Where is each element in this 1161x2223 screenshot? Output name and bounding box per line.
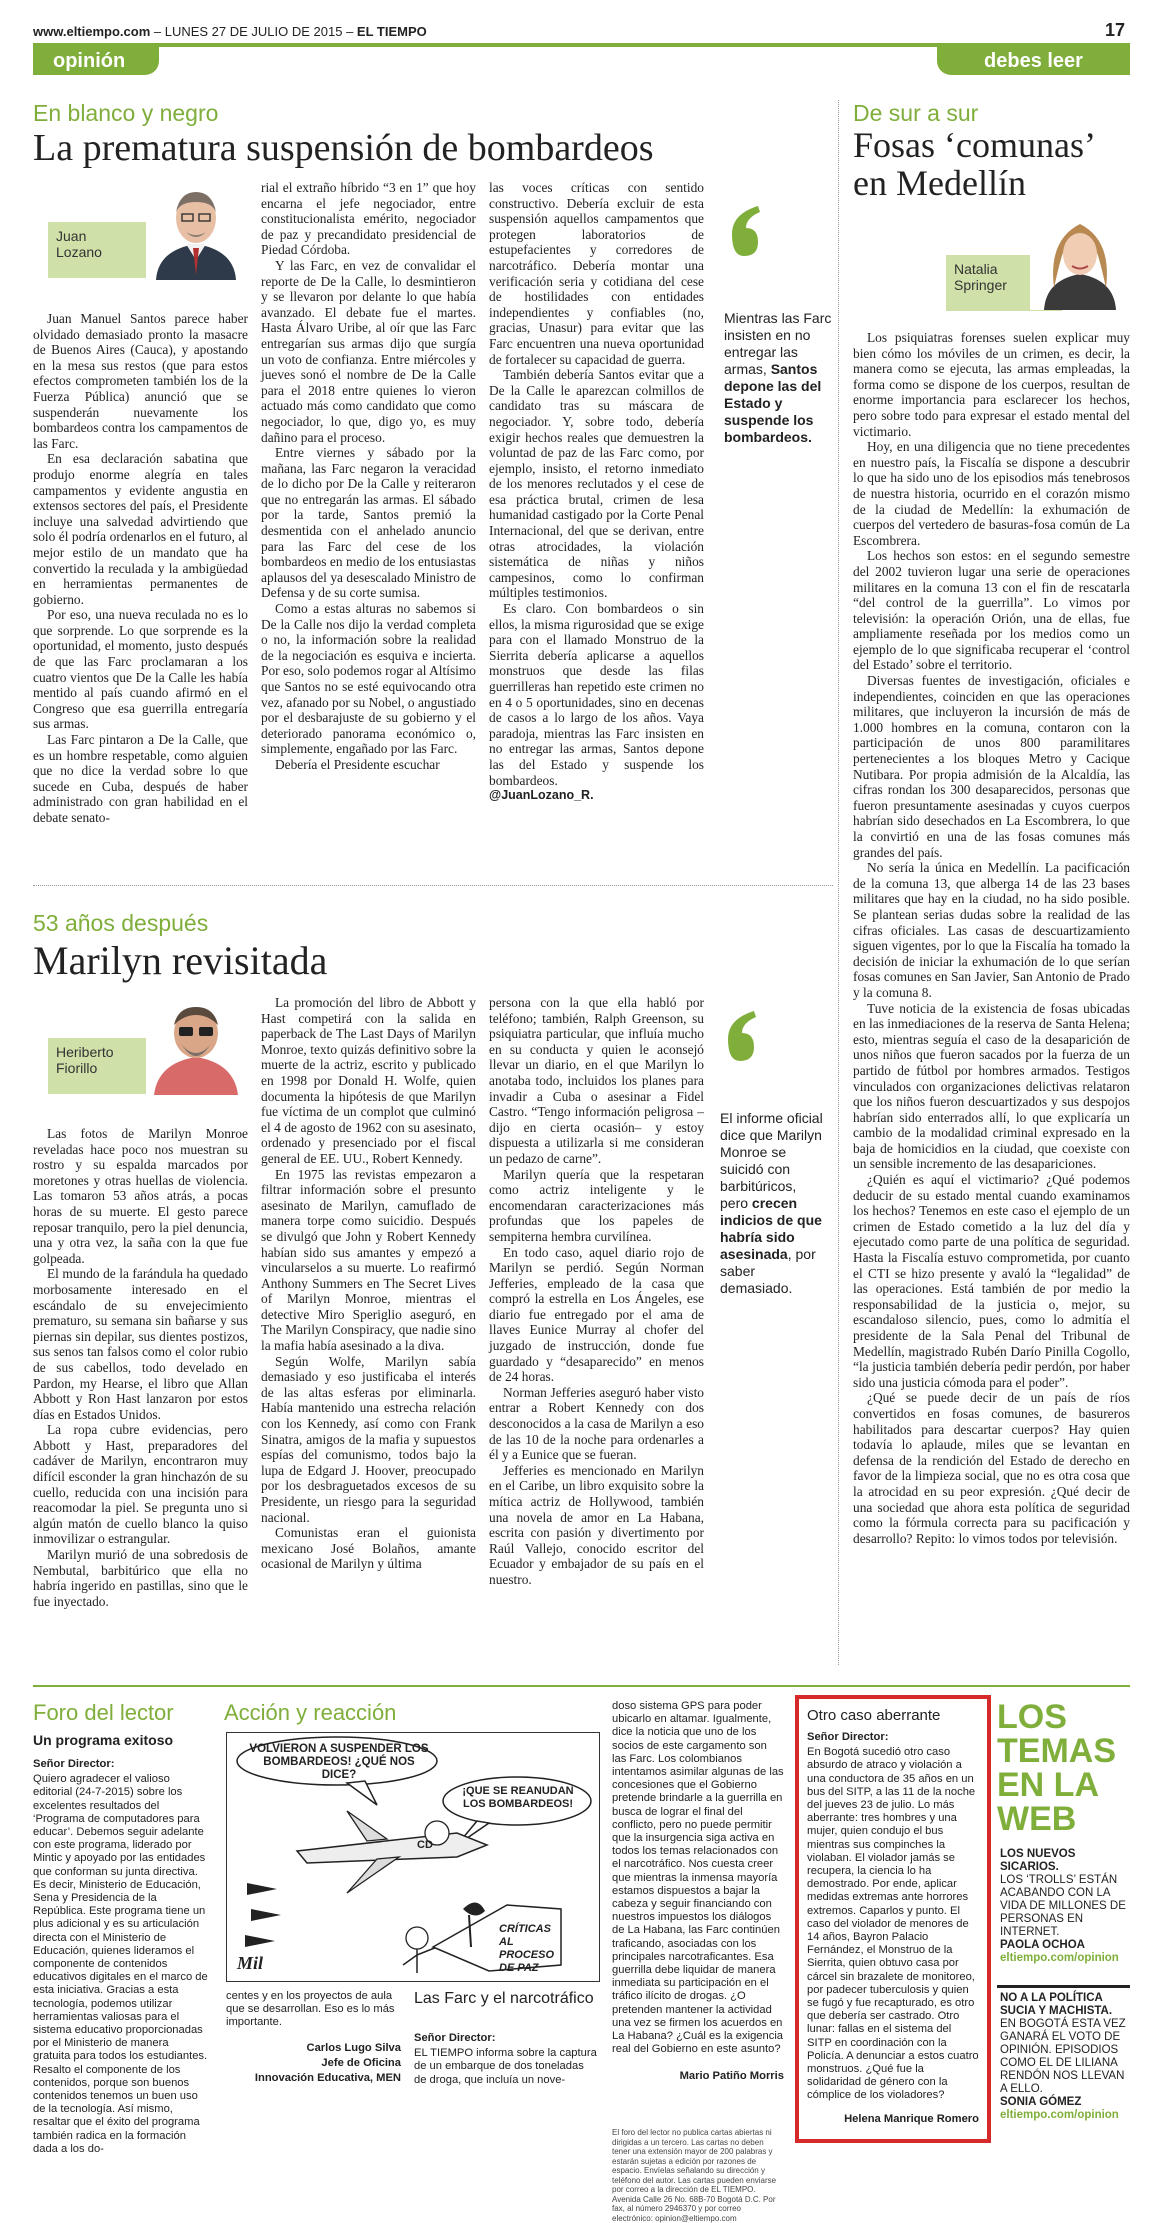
- paragraph: Y las Farc, en vez de convalidar el reporte de De la Calle, lo desmintieron y se llevaron por delante lo que había avanzado. El debate fue el martes. Hasta Álvaro Uribe, al oír que las Farc entregarían sus armas dijo que surgía un voto de confianza. Entre miércoles y jueves sonó el nombre de De la Calle para el 2018 entre quienes lo vieron actuado más como candidato que como negociador, lo que, digo yo, es muy dañino para el proceso.: [261, 257, 476, 445]
- paragraph: Es claro. Con bombardeos o sin ellos, la misma rigurosidad que se exige para con el llamado Monstruo de la Sierrita debería aplicarse a aquellos monstruos que desde las filas guerrilleras han repetido este crimen no en 4 o 5 oportunidades, sino en decenas de casos a lo largo de los años. Vaya paradoja, mientras las Farc insisten en no entregar las armas, Santos depone las del Estado y suspende los bombardeos.: [489, 601, 704, 788]
- otro-caso-letter: [807, 1731, 979, 2128]
- author-last-name: Lozano: [56, 244, 102, 260]
- paragraph: Los hechos son estos: en el segundo semestre del 2002 tuvieron lugar una serie de operaciones militares en la comuna 13 con el fin de rescatarla “del control de la guerrilla”. Lo vimos por televisión: la operación Orión, una de ellas, fue ampliamente reseñada por los medios como un ejemplo de lo que significaba recuperar el ‘control del Estado’ sobre el territorio.: [853, 548, 1130, 673]
- title-line: Fosas ‘comunas’: [853, 125, 1096, 165]
- web-headline: LOS TEMAS EN LA WEB: [997, 1698, 1116, 1838]
- article1-column-1: [33, 311, 248, 826]
- web-item-author: PAOLA OCHOA: [1000, 1939, 1085, 1951]
- paragraph: La ropa cubre evidencias, pero Abbott y Hast, preparadores del cadáver de Marilyn, encontraron muy difícil esconder la gran hinchazón de su cuello, reducida con una incisión para reacomodar la piel. Se pregunta uno si algún matón de cuello blanco la quiso inmovilizar o estrangular.: [33, 1422, 248, 1547]
- web-item-text: LOS ‘TROLLS’ ESTÁN ACABANDO CON LA VIDA DE MILLONES DE PERSONAS EN INTERNET.: [1000, 1874, 1126, 1938]
- article2-title: Marilyn revisitada: [33, 938, 328, 983]
- letter-body: doso sistema GPS para poder ubicarlo en altamar. Igualmente, dice la noticia que uno de los socios de este cargamento son las Farc. Los colombianos intentamos asimilar algunas de las concesiones que el Gobierno pretende brindarle a la guerrilla en busca de lograr el final del conflicto, pero no puede permitir que la insurgencia siga activa en todos los temas relacionados con el narcotráfico. Nos cuesta creer que mientras la inmensa mayoría estamos dispuestos a bajar la cabeza y seguir financiando con nuestros impuestos los diálogos de La Habana, las Farc continúen traficando, asociadas con los principales narcotraficantes. Esa guerrilla debe liquidar de manera inmediata su participación en el tráfico ilícito de drogas. ¿O pretenden mantener la actividad una vez se firmen los acuerdos en La Habana? ¿Cuál es la exigencia real del Gobierno en este asunto?: [612, 1700, 784, 2056]
- paragraph: Como a estas alturas no sabemos si De la Calle nos dijo la verdad completa o no, la información sobre la realidad de la negociación es esquiva e incierta. Por eso, solo podemos rogar al Altísimo que Santos no se esté equivocando otra vez, afanado por su Nobel, o angustiado por el desbarajuste de su gobierno y el deteriorado panorama económico o, simplemente, engañado por las Farc.: [261, 601, 476, 757]
- author-photo-juan-lozano: [146, 180, 246, 280]
- paragraph: Comunistas eran el guionista mexicano José Bolaños, amante ocasional de Marilyn y última: [261, 1525, 476, 1572]
- section-tab-debes-leer[interactable]: debes leer: [937, 47, 1130, 75]
- paragraph: Entre viernes y sábado por la mañana, las Farc negaron la veracidad de lo dicho por De la Calle y reiteraron que no entregarán las armas. El sábado por la tarde, Santos premió la desmentida con el anhelado anuncio para las Farc del cese de los bombardeos en medio de los entusiastas aplausos del ya desescalado Ministro de Defensa y de su corte sumisa.: [261, 445, 476, 601]
- author-first-name: Juan: [56, 228, 87, 244]
- bottom-section-rule: [33, 1685, 1130, 1687]
- footer-note: El foro del lector no publica cartas abiertas ni dirigidas a un tercero. Las cartas no deben tener una extensión mayor de 200 palabras y estarán sujetas a edición por razones de espacio. Envíelas señalando su dirección y teléfono del autor. Las cartas pueden enviarse por correo a la dirección de EL TIEMPO. Avenida Calle 26 No. 68B-70 Bogotá D.C. Por fax, al número 2946370 y por correo electrónico: opinion@eltiempo.com: [612, 2128, 777, 2223]
- paragraph: La promoción del libro de Abbott y Hast competirá con la salida en paperback de The Last Days of Marilyn Monroe, texto quizás definitivo sobre la muerte de la actriz, escrito y publicado en 1998 por Donald H. Wolfe, quien documenta la hipótesis de que Marilyn fue víctima de un complot que culminó el 4 de agosto de 1962 con su asesinato, ordenado y presenciado por el fiscal general de EE. UU., Robert Kennedy.: [261, 995, 476, 1166]
- speech-bubble-1: VOLVIERON A SUSPENDER LOS BOMBARDEOS! ¿QUÉ NOS DICE?: [249, 1743, 429, 1781]
- dateline-date: – LUNES 27 DE JULIO DE 2015 –: [150, 24, 357, 39]
- paragraph: Las Farc pintaron a De la Calle, que es un hombre respetable, como alguien que no dice la verdad sobre lo que sucede en Cuba, después de haber administrado con gran habilidad en el debate senato-: [33, 732, 248, 825]
- salutation: Señor Director:: [33, 1758, 115, 1770]
- speech-bubble-2: ¡QUE SE REANUDAN LOS BOMBARDEOS!: [462, 1785, 574, 1810]
- paragraph: En todo caso, aquel diario rojo de Marilyn se perdió. Según Norman Jefferies, empleado de la casa que compró la estrella en Los Ángeles, ese diario fue entregado por el ama de llaves Eunice Murray al chofer del juzgado de instrucción, donde fue guardado y “desaparecido” en menos de 24 horas.: [489, 1244, 704, 1385]
- letter2-title: Las Farc y el narcotráfico: [414, 1990, 594, 2007]
- plane-label: CD: [417, 1839, 433, 1851]
- paragraph: persona con la que ella habló por teléfono; también, Ralph Greenson, su psiquiatra particular, que influía mucho en su conducta y quien le aconsejó llevar un diario, en el que Marilyn lo anotaba todo, incluidos los planes para invadir a Cuba o asesinar a Fidel Castro. “Tengo información peligrosa –dijo en cierta ocasión– y estoy dispuesta a utilizarla si me consideran un pedazo de carne”.: [489, 995, 704, 1166]
- author-last-name: Fiorillo: [56, 1060, 98, 1076]
- author-first-name: Natalia: [954, 261, 998, 277]
- article1-pullquote: Mientras las Farc insisten en no entregar las armas, Santos depone las del Estado y suspende los bombardeos.: [724, 310, 832, 445]
- paragraph: rial el extraño híbrido “3 en 1” que hoy encarna el jefe negociador, entre constitucionalista emérito, negociador de paz y precandidato presidencial de Piedad Córdoba.: [261, 180, 476, 258]
- cartoon-sign: CRÍTICAS AL PROCESO DE PAZ: [499, 1923, 555, 1974]
- header-dateline: [33, 24, 427, 39]
- web-item-heading: NO A LA POLÍTICA SUCIA Y MACHISTA.: [1000, 1992, 1113, 2017]
- letter2: [414, 2032, 599, 2089]
- paragraph: Norman Jefferies aseguró haber visto entrar a Robert Kennedy con dos desconocidos a la casa de Marilyn a eso de las 10 de la noche para ordenarles a él y a Eunice que se fueran.: [489, 1384, 704, 1463]
- paragraph: Juan Manuel Santos parece haber olvidado demasiado pronto la masacre de Buenos Aires (Cauca), y apostando en la mesa sus restos (que para estos efectos comprometen también los de la Fuerza Pública) anunció que se suspenderán nuevamente los bombardeos contra los campamentos de las Farc.: [33, 311, 248, 451]
- column-divider: [838, 100, 839, 1665]
- paragraph: Hoy, en una diligencia que no tiene precedentes en nuestro país, la Fiscalía se dispone a descubrir lo que ha sido uno de los episodios más tenebrosos de nuestra historia, ocurrido en el corazón mismo de la ciudad de Medellín: la exhumación de cuerpos del vertedero de basuras-fosa común de La Escombrera.: [853, 439, 1130, 548]
- otro-caso-title: Otro caso aberrante: [807, 1707, 941, 1724]
- letter-body: Quiero agradecer el valioso editorial (24-7-2015) sobre los excelentes resultados del ‘Programa de computadores para educar’. Debemos seguir adelante con este programa, liderado por Mintic y apoyado por las entidades que conforman su junta directiva. Es decir, Ministerio de Educación, Sena y Presidencia de la República. Este programa tiene un plus adicional y es su articulación directa con el Ministerio de Educación, quienes lideramos el componente de contenidos educativos digitales en el marco de esta iniciativa. Gracias a esta tecnología, podemos utilizar herramientas valiosas para el sistema educativo proporcionadas por el Ministerio de manera gratuita para todos los estudiantes. Resalto el componente de los contenidos, porque son buenos contenidos tenemos un buen uso de la tecnología. Así mismo, resaltar que el éxito del programa también radica en la formación dada a los do-: [33, 1773, 208, 2155]
- foro-subtitle: Un programa exitoso: [33, 1732, 174, 1748]
- quote-icon: [724, 200, 788, 264]
- web-item-link[interactable]: eltiempo.com/opinion: [1000, 1952, 1119, 1964]
- author-first-name: Heriberto: [56, 1044, 114, 1060]
- paragraph: El mundo de la farándula ha quedado morbosamente interesado en el escándalo de su envejecimiento prematuro, su semana sin bañarse y sus piernas sin depilar, sus dientes postizos, sus senos tan falsos como el color rubio de sus cabellos, todo develado en Pardon, my Hearse, el libro que Allan Abbott y Ron Hast lanzaron por estos días en Estados Unidos.: [33, 1266, 248, 1422]
- letter2-continuation: [612, 1700, 784, 2086]
- letter-body: EL TIEMPO informa sobre la captura de un embarque de dos toneladas de droga, que incluía un nove-: [414, 2047, 597, 2086]
- article1-signature: @JuanLozano_R.: [489, 788, 594, 803]
- foro-letter: [33, 1758, 208, 2158]
- paragraph: Según Wolfe, Marilyn sabía demasiado y eso justificaba el interés de las altas esferas por eliminarla. Había mantenido una estrecha relación con los Kennedy, así como con Frank Sinatra, amigos de la mafia y supuestos espías del comunismo, todos bajo la lupa de Edgard J. Hoover, preocupado por los desbraguetados excesos de su Presidente, un riesgo para la seguridad nacional.: [261, 1353, 476, 1525]
- salutation: Señor Director:: [807, 1731, 889, 1743]
- author-photo-natalia-springer: [1030, 210, 1130, 310]
- paragraph: Los psiquiatras forenses suelen explicar muy bien cómo los móviles de un crimen, es decir, la manera como se ejecuta, las armas empleadas, la forma como se dispone de los cuerpos, resultan de enorme importancia para esclarecer los hechos, pero sobre todo para expresar el estado mental del victimario.: [853, 330, 1130, 439]
- web-item-1[interactable]: [1000, 1848, 1130, 1965]
- signer-name: Mario Patiño Morris: [679, 2070, 784, 2083]
- paragraph: ¿Quién es aquí el victimario? ¿Qué podemos deducir de su estado mental cuando examinamos los hechos? Tenemos en este caso el ejemplo de un crimen de Estado cometido a la luz del día y ejecutado como parte de una política de seguridad. Hasta la Fiscalía estuvo comprometida, por cuanto el CTI se hizo presente y avaló la “legalidad” de las operaciones. Está también de por medio la responsabilidad de la justicia o, mejor, su escandaloso silencio, pues, como lo admitía el presidente de la Sala Penal del Tribunal de Medellín, magistrado Rubén Darío Pinilla Cogollo, “la justicia también debería pedir perdón, por haber sido una justicia cómoda para el poder”.: [853, 1172, 1130, 1390]
- section-divider: [33, 885, 833, 886]
- article1-title: La prematura suspensión de bombardeos: [33, 127, 654, 169]
- article2-column-2: [261, 995, 476, 1572]
- paragraph: ¿Qué se puede decir de un país de ríos convertidos en fosas comunes, de basureros habilitados para descartar cuerpos? Hay quien todavía lo aplaude, miles que se levantan en defensa de la rendición del Estado de derecho en favor de la limpieza social, que no es otra cosa que la atrocidad en su peor expresión. ¿Qué decir de una sociedad que ahora esta política de seguridad como la fórmula correcta para su pacificación y desarrollo? Repito: lo vimos todos por televisión.: [853, 1390, 1130, 1546]
- page-number: 17: [1105, 20, 1126, 40]
- otro-caso-box: [795, 1695, 991, 2143]
- editorial-cartoon: [226, 1732, 600, 1982]
- web-item-2[interactable]: [1000, 1992, 1130, 2122]
- salutation: Señor Director:: [414, 2032, 496, 2044]
- article3-kicker: De sur a sur: [853, 100, 979, 126]
- web-item-text: EN BOGOTÁ ESTA VEZ GANARÁ EL VOTO DE OPINIÓN. EPISODIOS COMO EL DE LILIANA RENDÓN NOS LLEVAN A ELLO.: [1000, 2018, 1126, 2095]
- letter-body: En Bogotá sucedió otro caso absurdo de atraco y violación a una conductora de 35 años en un bus del SITP, a las 11 de la noche del jueves 23 de julio. Lo más aberrante: tres hombres y una mujer, quien condujo el bus mientras sus compinches la violaban. El violador jamás se recupera, la ciencia lo ha demostrado. Por ende, aplicar medidas extremas ante horrores extremos. Caparlos y punto. El caso del violador de menores de 14 años, Bayron Palacio Fernández, el Monstruo de la Sierrita, quien obtuvo casa por cárcel sin brazalete de monitoreo, por padecer tuberculosis y quien se fugó y fue recapturado, es otro que debería ser castrado. Otro lunar: fallas en el sistema del SITP en coordinación con la Policía. A denunciar a estos cuatro monstruos. ¿Qué fue la solidaridad de género con la cómplice de los violadores?: [807, 1746, 979, 2102]
- article3-column: [853, 330, 1130, 1546]
- signer-title: Jefe de Oficina: [321, 2056, 401, 2069]
- article3-title: [853, 126, 1096, 202]
- web-item-author: SONIA GÓMEZ: [1000, 2096, 1082, 2108]
- paragraph: Marilyn quería que la respetaran como actriz inteligente y le encomendaran caracterizaciones más profundas que los papeles de sempiterna hembra curvilínea.: [489, 1166, 704, 1244]
- article2-column-3: [489, 995, 704, 1588]
- signer-org: Innovación Educativa, MEN: [254, 2072, 401, 2085]
- title-line: en Medellín: [853, 163, 1026, 203]
- article2-pullquote: El informe oficial dice que Marilyn Monroe se suicidó con barbitúricos, pero crecen indicios de que habría sido asesinada, por saber demasiado.: [720, 1110, 823, 1296]
- letter-body: centes y en los proyectos de aula que se desarrollan. Eso es lo más importante.: [226, 1990, 395, 2029]
- accion-title: Acción y reacción: [224, 1700, 397, 1725]
- paragraph: Marilyn murió de una sobredosis de Nembutal, barbitúrico que ella no habría ingerido en pastillas, sino que le fue inyectado.: [33, 1547, 248, 1609]
- signer-name: Carlos Lugo Silva: [306, 2041, 401, 2054]
- site-url[interactable]: www.eltiempo.com: [33, 24, 151, 39]
- article1-column-2: [261, 180, 476, 773]
- paragraph: Tuve noticia de la existencia de fosas ubicadas en las inmediaciones de la reserva de Santa Helena; esto, mientras seguía el caso de la desaparición de unos niños que fueron sacados por la fuerza de un partido de fútbol por hombres armados. Testigos vinculados con organizaciones delictivas relataron que los niños fueron descuartizados y sus despojos habrían sido enterrados allí, lo que explicaría un cambio de la modalidad criminal expresado en la baja de homicidios en la ciudad, que coexiste con un sensible incremento de las desapariciones.: [853, 1000, 1130, 1172]
- web-item-link[interactable]: eltiempo.com/opinion: [1000, 2109, 1119, 2121]
- foro-letter-continuation: [226, 1990, 401, 2087]
- section-tab-opinion[interactable]: opinión: [33, 47, 159, 75]
- paragraph: No sería la única en Medellín. La pacificación de la comuna 13, que alberga 14 de las 23 bases militares que hay en la ciudad, no ha sido posible. Se plantean serias dudas sobre la realidad de las cifras oficiales. Las casas de descuartizamiento siguen vigentes, por lo que la Fiscalía ha tomado la decisión de iniciar la exhumación de lo que serían fosas comunes en San Javier, San Antonio de Prado y la comuna 8.: [853, 860, 1130, 1000]
- cartoonist-signature: Mil: [237, 1953, 264, 1973]
- author-last-name: Springer: [954, 277, 1007, 293]
- foro-title: Foro del lector: [33, 1700, 174, 1725]
- author-photo-heriberto-fiorillo: [146, 995, 246, 1095]
- paragraph: En 1975 las revistas empezaron a filtrar información sobre el presunto asesinato de Marilyn, camuflado de manera torpe como suicidio. Después se divulgó que John y Robert Kennedy habían sido sus amantes y empezó a vincularselos a su muerte. Lo reafirmó Anthony Summers en The Secret Lives of Marilyn Monroe, mientras el detective Miro Speriglio aseguró, en The Marilyn Conspiracy, que nadie sino la mafia había asesinado a la diva.: [261, 1166, 476, 1354]
- paragraph: En esa declaración sabatina que produjo enorme alegría en tales campamentos y evidente angustia en extensos sectores del país, el Presidente incluye una salvedad advirtiendo que solo él podría ordenarlos en el futuro, al mejor estilo de un mandato que ha convertido la reculada y la ambigüedad en herramientas permanentes de gobierno.: [33, 451, 248, 607]
- article1-kicker: En blanco y negro: [33, 100, 219, 126]
- article2-column-1: [33, 1126, 248, 1609]
- paragraph: Las fotos de Marilyn Monroe reveladas hace poco nos muestran su rostro y su espalda marcados por moretones y otras huellas de violencia. Las tomaron 53 años atrás, a pocas horas de su muerte. El gesto parece reposar tranquilo, pero la piel denuncia, una y otra vez, la saña con la que fue golpeada.: [33, 1126, 248, 1266]
- paragraph: Diversas fuentes de investigación, oficiales e independientes, coinciden en que las operaciones militares, que incluyeron la incursión de más de 1.000 hombres en la comuna, contaron con la participación de unos 800 paramilitares pertenecientes a los bloques Metro y Cacique Nutibara. Por propia admisión de la Alcaldía, las cifras rondan los 300 desaparecidos, personas que fueron presuntamente asesinadas y cuyos cuerpos habrían sido desechados en La Escombrera, lo que la convirtió en una de las fosas comunes más grandes del país.: [853, 673, 1130, 860]
- signer-name: Helena Manrique Romero: [844, 2112, 979, 2125]
- paragraph: Debería el Presidente escuchar: [275, 756, 440, 772]
- article1-column-3: [489, 180, 704, 804]
- quote-icon: [720, 1005, 784, 1069]
- paragraph: También debería Santos evitar que a De la Calle le aparezcan colmillos de candidato tras su máscara de negociador. Y, sobre todo, debería exigir hechos reales que demuestren la voluntad de paz de las Farc como, por ejemplo, insisto, el retorno inmediato de los menores reclutados y el cese de esa práctica brutal, crimen de lesa humanidad castigado por la Corte Penal Internacional, del que se derivan, entre otras atrocidades, la violación sistemática de niñas y niños campesinos, como lo confirman múltiples testimonios.: [489, 367, 704, 601]
- paper-name: EL TIEMPO: [356, 24, 427, 39]
- web-divider: [997, 1985, 1130, 1988]
- paragraph: Jefferies es mencionado en Marilyn en el Caribe, un libro exquisito sobre la mítica actriz de Hollywood, también una novela de amor en La Habana, escrita con pasión y divertimento por Raúl Vallejo, conocido escritor del Ecuador y embajador de su país en el nuestro.: [489, 1462, 704, 1587]
- web-item-heading: LOS NUEVOS SICARIOS.: [1000, 1848, 1076, 1873]
- paragraph: las voces críticas con sentido constructivo. Debería excluir de esta suspensión aquellos campamentos que protegen laboratorios de estupefacientes y corredores de narcotráfico. Debería montar una verificación seria y cotidiana del cese de hostilidades con entidades independientes y confiables (no, gracias, Unasur) para evitar que las Farc encuentren una nueva oportunidad de fortalecer su capacidad de guerra.: [489, 180, 704, 367]
- paragraph: Por eso, una nueva reculada no es lo que sorprende. Lo que sorprende es la oportunidad, el momento, justo después de que las Farc proclamaran a los cuatro vientos que De la Calle les había mentido al país cuando afirmó en el Congreso que esa guerrilla entregaría sus armas.: [33, 607, 248, 732]
- article2-kicker: 53 años después: [33, 910, 209, 936]
